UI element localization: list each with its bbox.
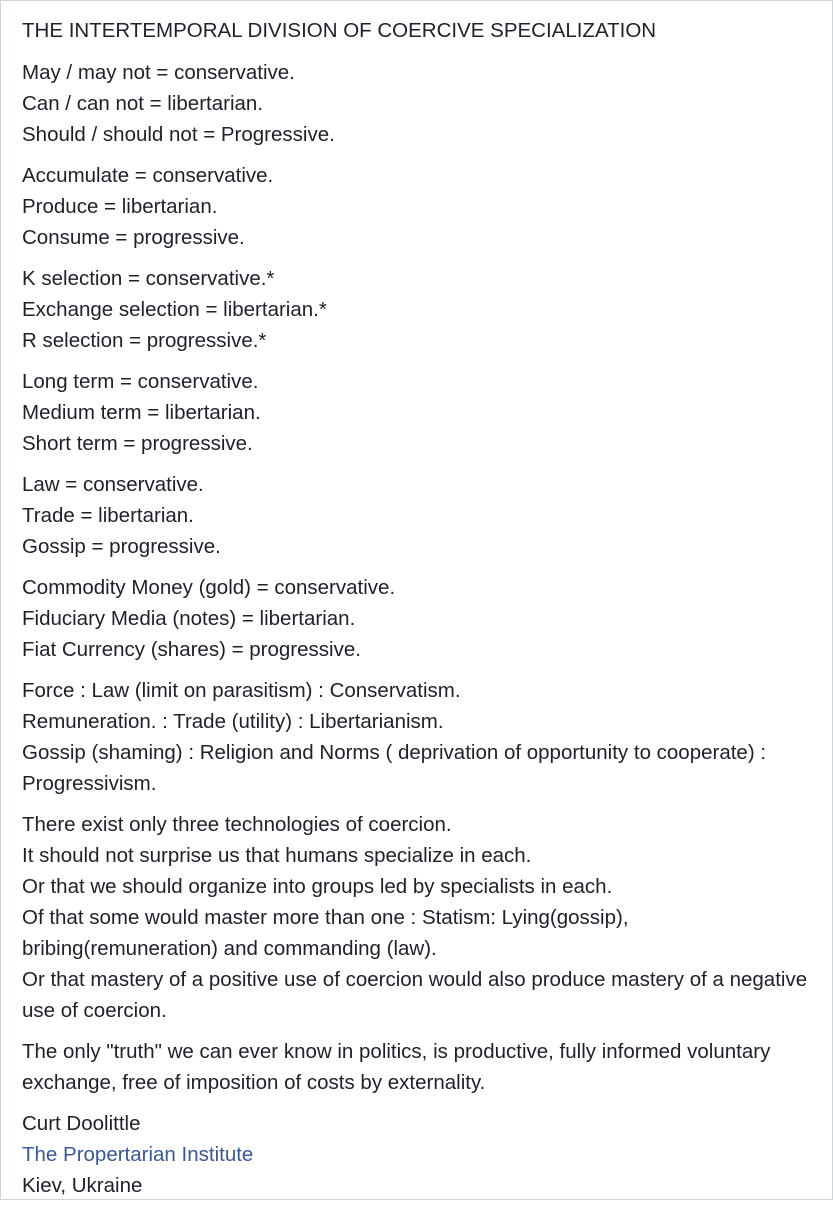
text-line: The only "truth" we can ever know in politics, is productive, fully informed voluntary exchange, free of imposition of costs by externality. xyxy=(22,1040,771,1094)
text-line: Fiat Currency (shares) = progressive. xyxy=(22,638,361,661)
institute-link[interactable]: The Propertarian Institute xyxy=(22,1143,254,1166)
text-line: K selection = conservative.* xyxy=(22,267,275,290)
text-line: Short term = progressive. xyxy=(22,432,253,455)
text-line: Remuneration. : Trade (utility) : Libertarianism. xyxy=(22,710,444,733)
text-line: There exist only three technologies of coercion. xyxy=(22,813,452,836)
text-line: Can / can not = libertarian. xyxy=(22,92,264,115)
text-line: Fiduciary Media (notes) = libertarian. xyxy=(22,607,356,630)
text-line: Long term = conservative. xyxy=(22,370,259,393)
paragraph-coercion-types xyxy=(22,675,822,799)
text-line: Of that some would master more than one : Statism: Lying(gossip), bribing(remuneration) and commanding (law). xyxy=(22,906,629,960)
text-line: Consume = progressive. xyxy=(22,226,245,249)
text-line: Law = conservative. xyxy=(22,473,204,496)
text-line: R selection = progressive.* xyxy=(22,329,267,352)
text-line: Force : Law (limit on parasitism) : Conservatism. xyxy=(22,679,461,702)
post-title: THE INTERTEMPORAL DIVISION OF COERCIVE SPECIALIZATION xyxy=(22,19,657,42)
paragraph-time-horizon xyxy=(22,366,822,459)
paragraph-truth xyxy=(22,1036,822,1098)
text-line: Produce = libertarian. xyxy=(22,195,218,218)
author-location: Kiev, Ukraine xyxy=(22,1174,143,1197)
paragraph-institutions xyxy=(22,469,822,562)
text-line: Should / should not = Progressive. xyxy=(22,123,335,146)
post-content xyxy=(22,15,822,1211)
author-name: Curt Doolittle xyxy=(22,1112,141,1135)
text-line: Commodity Money (gold) = conservative. xyxy=(22,576,396,599)
text-line: Gossip = progressive. xyxy=(22,535,221,558)
paragraph-economic-action xyxy=(22,160,822,253)
text-line: Accumulate = conservative. xyxy=(22,164,274,187)
text-line: Medium term = libertarian. xyxy=(22,401,261,424)
text-line: May / may not = conservative. xyxy=(22,61,295,84)
text-line: Or that mastery of a positive use of coercion would also produce mastery of a negative use of coercion. xyxy=(22,968,808,1022)
paragraph-technologies xyxy=(22,809,822,1026)
text-line: Or that we should organize into groups led by specialists in each. xyxy=(22,875,613,898)
paragraph-money xyxy=(22,572,822,665)
paragraph-selection xyxy=(22,263,822,356)
paragraph-modal-verbs xyxy=(22,57,822,150)
signature-block xyxy=(22,1108,822,1201)
text-line: It should not surprise us that humans specialize in each. xyxy=(22,844,532,867)
text-line: Exchange selection = libertarian.* xyxy=(22,298,327,321)
text-line: Gossip (shaming) : Religion and Norms ( deprivation of opportunity to cooperate) : Progressivism. xyxy=(22,741,767,795)
text-line: Trade = libertarian. xyxy=(22,504,194,527)
